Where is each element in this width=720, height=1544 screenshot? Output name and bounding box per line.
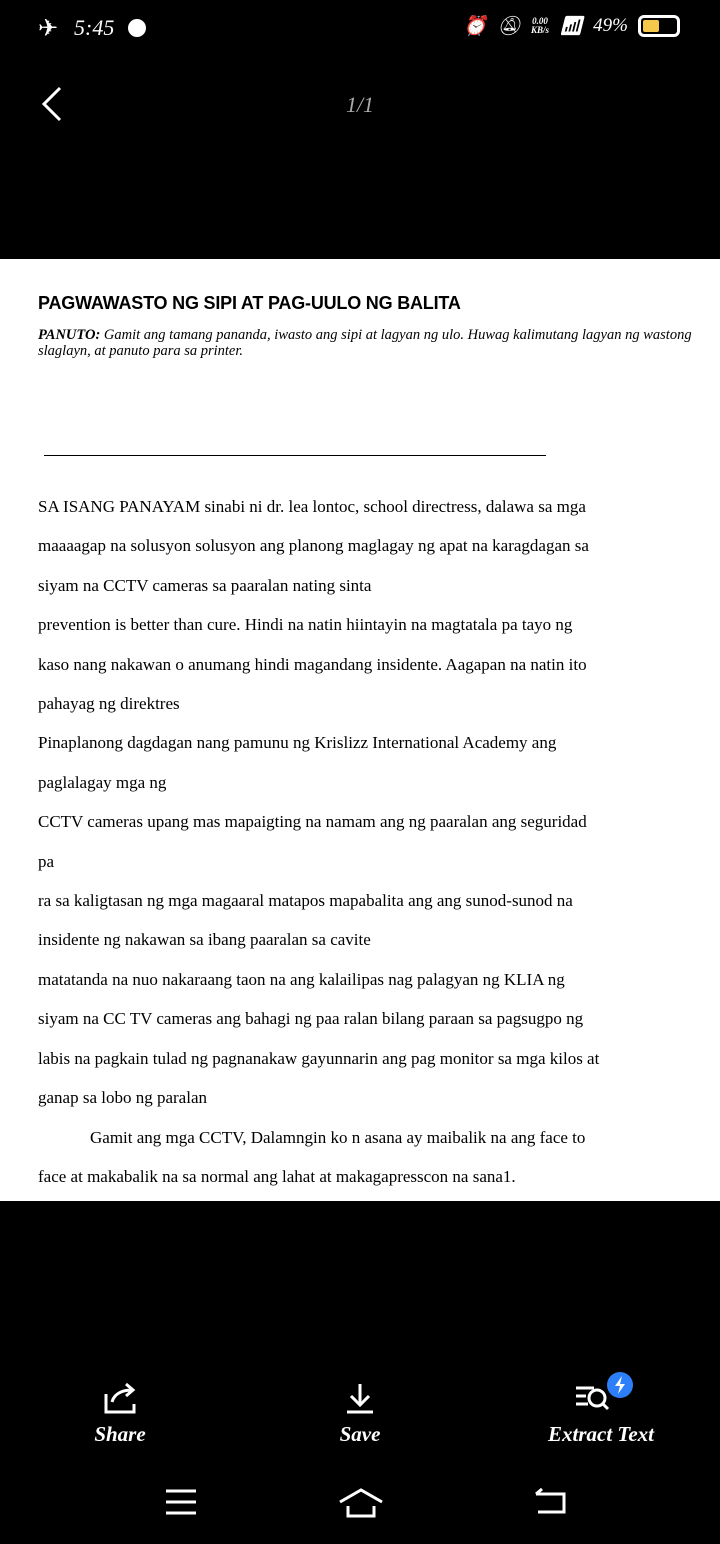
article-line: insidente ng nakawan sa ibang paaralan sa cavite — [38, 930, 371, 950]
article-line: pahayag ng direktres — [38, 694, 180, 714]
save-button[interactable] — [330, 1380, 390, 1447]
article-line: maaaagap na solusyon solusyon ang planong maglagay ng apat na karagdagan sa — [38, 536, 589, 556]
article-line: SA ISANG PANAYAM sinabi ni dr. lea lontoc, school directress, dalawa sa mga — [38, 497, 586, 516]
return-icon — [532, 1488, 568, 1518]
share-label: Share — [94, 1422, 146, 1446]
menu-button[interactable] — [164, 1486, 198, 1523]
instructions — [38, 327, 698, 359]
article-line: labis na pagkain tulad ng pagnanakaw gayunnarin ang pag monitor sa mga kilos at — [38, 1048, 600, 1068]
alarm-icon: ⏰ — [463, 16, 487, 37]
article-line: siyam na CCTV cameras sa paaralan nating sinta — [38, 575, 372, 595]
navigation-bar — [0, 1480, 720, 1524]
battery-icon — [638, 15, 680, 37]
page-indicator: 1/1 — [345, 92, 375, 117]
share-button[interactable] — [88, 1380, 152, 1447]
article-line: matatanda na nuo nakaraang taon na ang kalailipas nag palagyan ng KLIA ng — [38, 969, 565, 989]
back-nav-button[interactable] — [532, 1488, 568, 1523]
download-icon — [342, 1380, 378, 1416]
network-speed: 0.00 KB/s — [531, 16, 550, 35]
airplane-mode-icon: ✈ — [38, 15, 59, 42]
home-icon — [336, 1484, 386, 1520]
status-bar — [0, 0, 720, 60]
article-body — [38, 487, 708, 1196]
wifi-icon: 📶︎ — [559, 16, 584, 37]
article-line: prevention is better than cure. Hindi na natin hiintayin na magtatala pa tayo ng — [38, 615, 573, 635]
article-line: pa — [38, 851, 55, 871]
article-line: kaso nang nakawan o anumang hindi magandang insidente. Aagapan na natin ito — [38, 654, 587, 674]
instructions-text: Gamit ang tamang pananda, iwasto ang sipi at lagyan ng ulo. Huwag kalimutang lagyan ng wastong slaglayn, at panuto para sa printer. — [38, 327, 692, 359]
home-button[interactable] — [336, 1484, 386, 1525]
extract-text-icon — [566, 1370, 636, 1416]
messenger-icon — [128, 19, 146, 37]
share-icon — [100, 1380, 140, 1416]
extract-text-label: Extract Text — [548, 1422, 654, 1446]
article-line: paglalagay mga ng — [38, 772, 167, 792]
menu-icon — [164, 1486, 198, 1518]
document-title: PAGWAWASTO NG SIPI AT PAG-UULO NG BALITA — [38, 293, 461, 313]
document-page — [0, 259, 720, 1201]
article-line: siyam na CC TV cameras ang bahagi ng paa ralan bilang paraan sa pagsugpo ng — [38, 1009, 584, 1029]
extract-text-button[interactable] — [536, 1370, 666, 1447]
article-line: ganap sa lobo ng paralan — [38, 1088, 207, 1108]
mute-icon: 🔕︎ — [496, 16, 522, 37]
article-line: face at makabalik na sa normal ang lahat at makagapresscon na sana1. — [38, 1166, 516, 1186]
article-line: Pinaplanong dagdagan nang pamunu ng Krislizz International Academy ang — [38, 733, 557, 753]
headline-blank-line — [44, 455, 546, 456]
instructions-label: PANUTO: — [38, 327, 101, 343]
battery-percent: 49% — [593, 15, 628, 36]
article-line: CCTV cameras upang mas mapaigting na namam ang ng paaralan ang seguridad — [38, 812, 587, 832]
action-bar — [0, 1370, 720, 1450]
article-line: ra sa kaligtasan ng mga magaaral matapos mapabalita ang ang sunod-sunod na — [38, 891, 573, 911]
clock: 5:45 — [74, 15, 115, 40]
article-line: Gamit ang mga CCTV, Dalamngin ko n asana ay maibalik na ang face to — [90, 1127, 586, 1147]
save-label: Save — [339, 1422, 381, 1446]
